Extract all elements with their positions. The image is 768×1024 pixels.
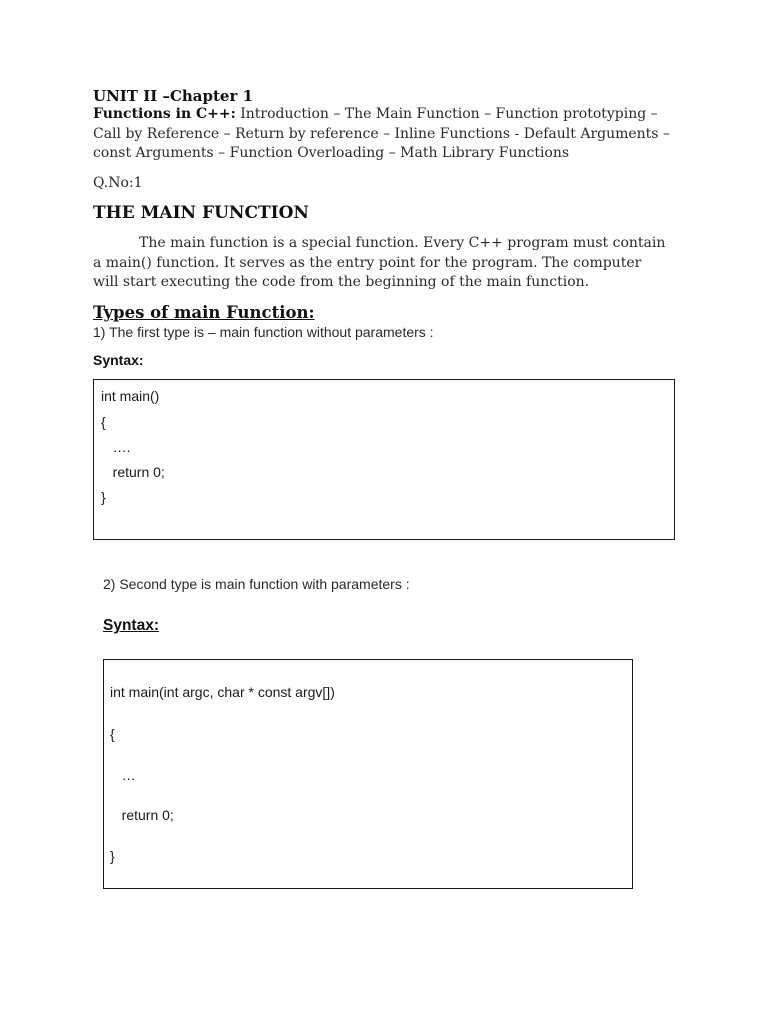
section-heading: THE MAIN FUNCTION bbox=[93, 203, 309, 223]
code-box-2 bbox=[103, 659, 633, 889]
code-line: int main() bbox=[101, 388, 160, 404]
code-line: } bbox=[110, 848, 115, 864]
code-line: …. bbox=[101, 439, 131, 455]
code-line: { bbox=[110, 726, 115, 742]
code-line: int main(int argc, char * const argv[]) bbox=[110, 684, 335, 700]
code-line: return 0; bbox=[101, 464, 165, 480]
code-box-1 bbox=[93, 379, 675, 540]
code-line: } bbox=[101, 489, 106, 505]
topics-list: Introduction – The Main Function – Function prototyping – Call by Reference – Return by reference – Inline Functions - Default Arguments – const Arguments – Function Overloading – Math Library Functions bbox=[93, 106, 670, 161]
intro-paragraph: The main function is a special function. Every C++ program must contain a main() function. It serves as the entry point for the program. The computer will start executing the code from the beginning of the main function. bbox=[93, 235, 666, 290]
type2-description: 2) Second type is main function with parameters : bbox=[103, 576, 410, 592]
topics-lead: Functions in C++: bbox=[93, 106, 236, 122]
question-number: Q.No:1 bbox=[93, 175, 143, 191]
unit-title: UNIT II –Chapter 1 bbox=[93, 87, 254, 105]
code-line: return 0; bbox=[110, 807, 174, 823]
type1-description: 1) The first type is – main function without parameters : bbox=[93, 324, 434, 340]
types-heading: Types of main Function: bbox=[93, 303, 315, 322]
code-line: … bbox=[110, 767, 136, 783]
code-line: { bbox=[101, 414, 106, 430]
syntax-label-1: Syntax: bbox=[93, 352, 144, 368]
syntax-label-2: Syntax: bbox=[103, 617, 159, 634]
chapter-topics bbox=[93, 105, 673, 164]
